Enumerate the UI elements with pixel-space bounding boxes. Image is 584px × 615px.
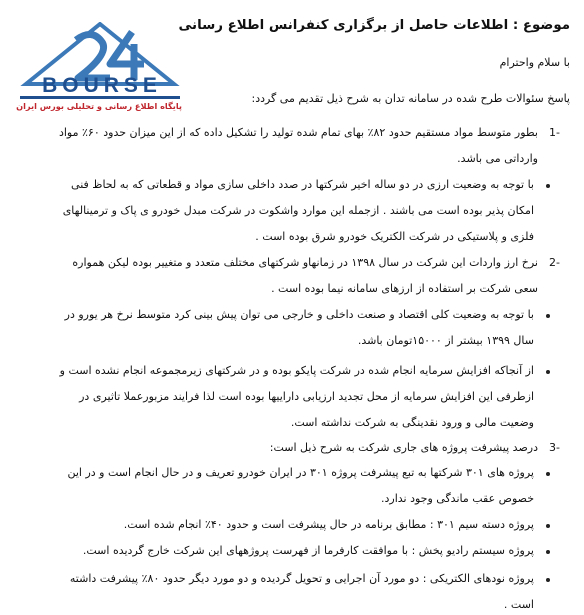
bullet-icon xyxy=(546,314,550,318)
bullet-icon xyxy=(546,524,550,528)
bourse-logo xyxy=(6,22,194,120)
paragraph-line: از آنجاکه افزایش سرمایه انجام شده در شرکت پایکو بوده و در شرکتهای زیرمجموعه انجام نشده است و xyxy=(59,364,534,377)
item-number: 2- xyxy=(549,256,560,269)
paragraph-line: پروژه دسته سیم ۳۰۱ : مطابق برنامه در حال پیشرفت است و حدود ۴۰٪ انجام شده است. xyxy=(123,518,534,531)
paragraph-line: سعی شرکت بر استفاده از ارزهای سامانه نیما بوده است . xyxy=(271,282,538,295)
greeting-line: با سلام واحترام xyxy=(499,56,570,69)
paragraph-line: با توجه به وضعیت کلی اقتصاد و صنعت داخلی و خارجی می توان پیش بینی کرد متوسط نرخ هر یورو در xyxy=(64,308,534,321)
subject-heading: موضوع : اطلاعات حاصل از برگزاری کنفرانس اطلاع رسانی xyxy=(178,18,570,33)
item-number: 1- xyxy=(549,126,560,139)
paragraph-line: پروژه سیستم رادیو پخش : با موافقت کارفرما از فهرست پروژههای این شرکت خارج گردیده است. xyxy=(82,544,534,557)
logo-wordmark: BOURSE xyxy=(42,74,162,97)
paragraph-line: بطور متوسط مواد مستقیم حدود ۸۲٪ بهای تمام شده تولید را تشکیل داده که از این میزان حدود ۶۰٪ مواد xyxy=(58,126,538,139)
paragraph-line: امکان پذیر بوده است می باشند . ازجمله این موارد واشکوت در شرکت مبدل خودرو ی پاک و ترمینالهای xyxy=(62,204,534,217)
paragraph-line: ازطرفی این افزایش سرمایه از محل تجدید ارزیابی داراییها بوده است لذا فرایند مزبورعملا تاثیری در xyxy=(79,390,534,403)
paragraph-line: درصد پیشرفت پروژه های جاری شرکت به شرح ذیل است: xyxy=(269,441,538,454)
paragraph-line: فلزی و پلاستیکی در شرکت الکتریک خودرو شرق بوده است . xyxy=(255,230,534,243)
bullet-icon xyxy=(546,578,550,582)
bullet-icon xyxy=(546,472,550,476)
logo-tagline: پایگاه اطلاع رسانی و تحلیلی بورس ایران xyxy=(16,101,182,111)
item-number: 3- xyxy=(549,441,560,454)
bullet-icon xyxy=(546,370,550,374)
bullet-icon xyxy=(546,184,550,188)
paragraph-line: با توجه به وضعیت ارزی در دو ساله اخیر شرکتها در صدد داخلی سازی مواد و قطعاتی که به لحاظ فنی xyxy=(71,178,534,191)
paragraph-line: وارداتی می باشد. xyxy=(457,152,538,165)
paragraph-line: پروژه های ۳۰۱ شرکتها به تبع پیشرفت پروژه ۳۰۱ در ایران خودرو تعریف و در حال انجام است و در این xyxy=(67,466,534,479)
paragraph-line: پروژه نودهای الکتریکی : دو مورد آن اجرایی و تحویل گردیده و دو مورد دیگر حدود ۸۰٪ پیشرفت داشته xyxy=(69,572,534,585)
paragraph-line: وضعیت مالی و ورود نقدینگی به شرکت نداشته است. xyxy=(290,416,534,429)
paragraph-line: خصوص عقب ماندگی وجود ندارد. xyxy=(380,492,534,505)
paragraph-line: نرخ ارز واردات این شرکت در سال ۱۳۹۸ در زمانهاو شرکتهای مختلف متعدد و متغییر بوده لیکن همواره xyxy=(72,256,538,269)
bullet-icon xyxy=(546,550,550,554)
paragraph-line: است . xyxy=(503,598,534,611)
paragraph-line: سال ۱۳۹۹ بیشتر از ۱۵۰۰۰تومان باشد. xyxy=(357,334,534,347)
intro-line: پاسخ سئوالات طرح شده در سامانه تدان به شرح ذیل تقدیم می گردد: xyxy=(251,92,570,105)
